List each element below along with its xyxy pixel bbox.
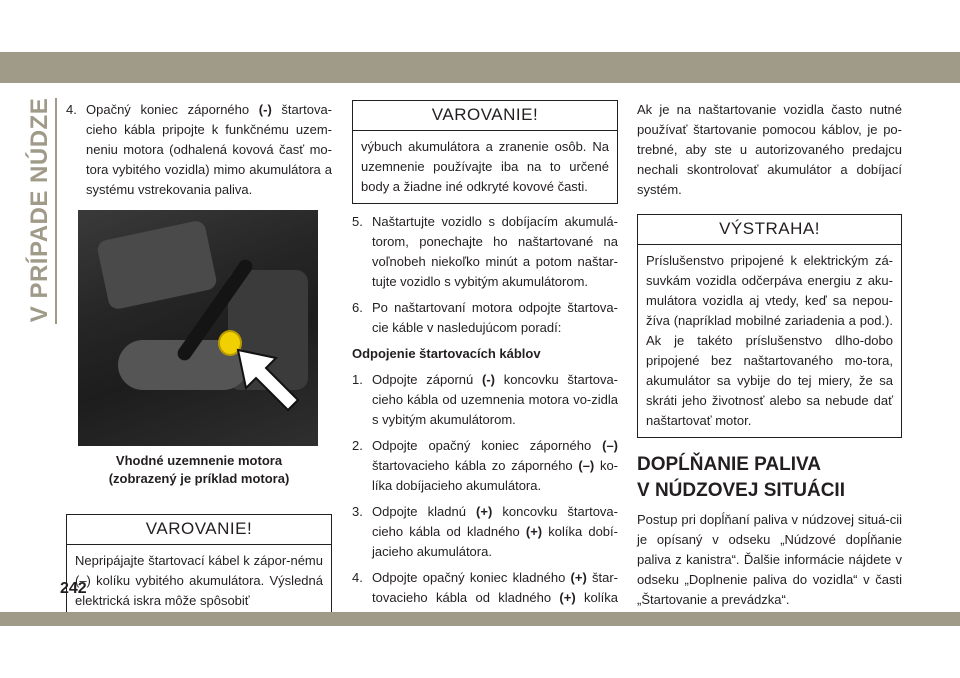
emergency-fuel-paragraph: Postup pri dopĺňaní paliva v núdzovej situá-cii je opísaný v odseku „Núdzové dopĺňanie paliva z kanistra“. Ďalšie informácie nájdete v odseku „Doplnenie paliva do vozidla“ v časti „Štartovanie a prevádzka“. [637,512,902,607]
warning-title: VAROVANIE! [67,515,331,545]
page-number: 242 [60,580,87,597]
warning-box-2 [352,100,618,204]
photo-caption: Vhodné uzemnenie motora (zobrazený je príklad motora) [108,453,290,486]
disconnect-subheading: Odpojenie štartovacích káblov [352,346,541,361]
side-tab-label: V PRÍPADE NÚDZE [26,97,54,323]
step-4-connect-ground: 4. Opačný koniec záporného (-) štartova-cieho kábla pripojte k funkčnému uzem-neniu motora (odhalená kovová časť mo-tora vybitého vozidla) mimo akumulátora a systému vstrekovania paliva. [66,100,332,200]
step-5-start-vehicle: 5. Naštartujte vozidlo s dobíjacím akumulá-torom, ponechajte ho naštartované na voľnobeh niekoľko minút a potom naštar-tujte vozidlo s vybitým akumulátorom. [352,214,618,289]
top-margin [0,0,960,52]
disconnect-step-3: 3. Odpojte kladnú (+) koncovku štartova-cieho kábla od kladného (+) kolíka dobí-jacieho akumulátora. [352,504,618,559]
caution-title: VÝSTRAHA! [638,215,901,245]
column-right [637,100,902,610]
footer-bar [0,612,960,626]
warning-box-1 [66,514,332,618]
section-side-tab [22,98,58,322]
ground-point-arrow-icon [228,340,308,420]
column-middle [352,100,618,628]
engine-ground-photo [78,210,318,446]
disconnect-step-4: 4. Odpojte opačný koniec kladného (+) štar-tovacieho kábla od kladného (+) kolíka [352,570,618,605]
warning-text: výbuch akumulátora a zranenie osôb. Na uzemnenie používajte iba na to určené body a žiadne iné odkryté kovové časti. [361,139,609,194]
warning-text: Nepripájajte štartovací kábel k zápor-nému (–) kolíku vybitého akumulátora. Výsledná elektrická iskra môže spôsobiť [75,553,323,608]
side-tab-rule [55,98,57,324]
disconnect-step-2: 2. Odpojte opačný koniec záporného (–) štartovacieho kábla zo záporného (–) ko-líka dobíjacieho akumulátora. [352,438,619,493]
header-bar [0,52,960,83]
step-6-disconnect-cables: 6. Po naštartovaní motora odpojte štartova-cie káble v nasledujúcom poradí: [352,300,618,335]
section-heading-emergency-fuel: DOPĹŇANIE PALIVA V NÚDZOVEJ SITUÁCII [637,454,845,501]
step-number: 4. [66,102,77,117]
disconnect-step-1: 1. Odpojte zápornú (-) koncovku štartova-cieho kábla od uzemnenia motora vo-zidla s vybitým akumulátorom. [352,372,619,427]
column-left [66,100,332,618]
battery-check-paragraph: Ak je na naštartovanie vozidla často nutné používať štartovanie pomocou káblov, je po-trebné, aby ste u autorizovaného predajcu nechali skontrolovať akumulátor a dobíjací systém. [637,102,902,197]
caution-box [637,214,902,438]
bottom-margin [0,626,960,678]
caution-text: Príslušenstvo pripojené k elektrickým zá-suvkám vozidla odčerpáva energiu z aku-mulátora vozidla aj vtedy, keď sa nepou-žíva (napríklad mobilné zariadenia a pod.). Ak je takéto príslušenstvo dlho-dobo pripojené bez naštartovaného mo-tora, akumulátor sa vybije do tej miery, že sa skráti jeho životnosť alebo sa nebude dať naštartovať motor. [646,253,893,428]
warning-title: VAROVANIE! [353,101,617,131]
